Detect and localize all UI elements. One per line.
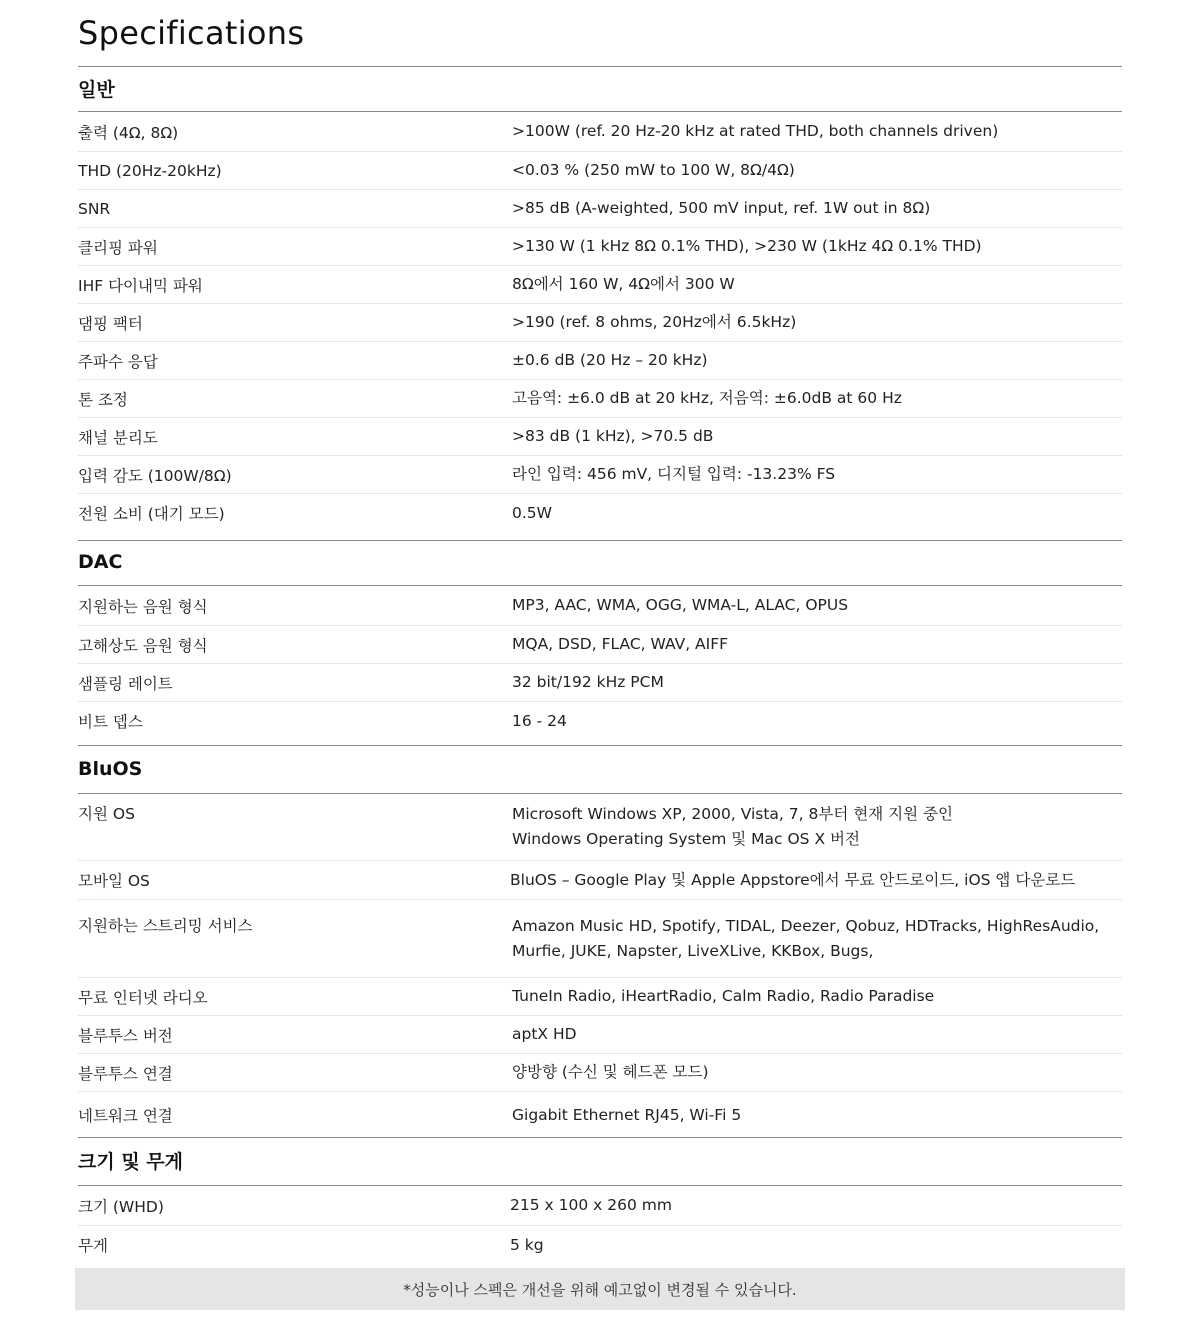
spec-value: 32 bit/192 kHz PCM — [512, 673, 664, 691]
spec-value — [512, 802, 1122, 852]
spec-label: 블루투스 연결 — [78, 1064, 173, 1083]
spec-label: 샘플링 레이트 — [78, 674, 173, 693]
page-title: Specifications — [78, 14, 305, 52]
spec-row — [78, 380, 1122, 418]
spec-value: 고음역: ±6.0 dB at 20 kHz, 저음역: ±6.0dB at 60 Hz — [512, 389, 902, 407]
spec-value — [512, 914, 1122, 964]
spec-value: >130 W (1 kHz 8Ω 0.1% THD), >230 W (1kHz 4Ω 0.1% THD) — [512, 237, 982, 255]
spec-row — [78, 418, 1122, 456]
spec-value: 양방향 (수신 및 헤드폰 모드) — [512, 1063, 709, 1081]
section-title: BluOS — [78, 757, 143, 780]
spec-row — [78, 664, 1122, 702]
spec-label: 지원 OS — [78, 805, 135, 823]
spec-value-line: Windows Operating System 및 Mac OS X 버전 — [512, 830, 860, 848]
spec-row — [78, 978, 1122, 1016]
spec-row — [78, 266, 1122, 304]
spec-row — [78, 586, 1122, 626]
spec-row — [78, 342, 1122, 380]
spec-label: THD (20Hz-20kHz) — [78, 161, 222, 180]
spec-value: MP3, AAC, WMA, OGG, WMA-L, ALAC, OPUS — [512, 596, 849, 614]
spec-row — [78, 900, 1122, 978]
spec-row — [78, 456, 1122, 494]
spec-label: 클리핑 파워 — [78, 238, 158, 257]
section-title: DAC — [78, 551, 123, 573]
spec-value-line: Murfie, JUKE, Napster, LiveXLive, KKBox, Bugs, — [512, 942, 874, 960]
spec-value: aptX HD — [512, 1025, 577, 1043]
section-header — [78, 66, 1122, 112]
section-general — [78, 66, 1122, 532]
spec-row — [78, 1186, 1122, 1226]
section-bluos — [78, 745, 1122, 1138]
spec-row — [78, 228, 1122, 266]
spec-label: 네트워크 연결 — [78, 1107, 173, 1125]
spec-value: Gigabit Ethernet RJ45, Wi-Fi 5 — [512, 1105, 742, 1124]
spec-value: TuneIn Radio, iHeartRadio, Calm Radio, Radio Paradise — [512, 987, 935, 1005]
spec-label: IHF 다이내믹 파워 — [78, 276, 203, 295]
spec-label: 주파수 응답 — [78, 352, 158, 371]
spec-value: <0.03 % (250 mW to 100 W, 8Ω/4Ω) — [512, 161, 795, 179]
spec-value: 라인 입력: 456 mV, 디지털 입력: -13.23% FS — [512, 465, 836, 483]
spec-row — [78, 1226, 1122, 1264]
spec-value: >190 (ref. 8 ohms, 20Hz에서 6.5kHz) — [512, 313, 797, 331]
spec-row — [78, 626, 1122, 664]
spec-row — [78, 1054, 1122, 1092]
spec-row — [78, 861, 1122, 900]
spec-label: 크기 (WHD) — [78, 1197, 164, 1216]
spec-label: 댐핑 팩터 — [78, 314, 143, 333]
spec-row — [78, 152, 1122, 190]
section-title: 크기 및 무게 — [78, 1151, 183, 1173]
spec-label: 모바일 OS — [78, 872, 150, 890]
spec-label: 무료 인터넷 라디오 — [78, 988, 208, 1007]
spec-label: 전원 소비 (대기 모드) — [78, 505, 225, 523]
spec-value: 0.5W — [512, 503, 552, 522]
spec-row — [78, 702, 1122, 740]
disclaimer-note: *성능이나 스펙은 개선을 위해 예고없이 변경될 수 있습니다. — [75, 1268, 1125, 1310]
spec-label: 고해상도 음원 형식 — [78, 636, 208, 655]
section-header — [78, 1137, 1122, 1186]
spec-value: >85 dB (A-weighted, 500 mV input, ref. 1W out in 8Ω) — [512, 199, 931, 217]
spec-value: 8Ω에서 160 W, 4Ω에서 300 W — [512, 275, 735, 293]
spec-label: 블루투스 버전 — [78, 1026, 173, 1045]
spec-row — [78, 1092, 1122, 1138]
spec-label: 무게 — [78, 1237, 108, 1255]
spec-label: 톤 조정 — [78, 390, 128, 409]
spec-value: MQA, DSD, FLAC, WAV, AIFF — [512, 635, 729, 653]
spec-value: 16 - 24 — [512, 711, 567, 730]
spec-label: 지원하는 음원 형식 — [78, 597, 208, 616]
spec-label: 출력 (4Ω, 8Ω) — [78, 123, 179, 142]
section-size-weight — [78, 1137, 1122, 1264]
spec-value: ±0.6 dB (20 Hz – 20 kHz) — [512, 351, 708, 369]
spec-row — [78, 794, 1122, 861]
spec-label: 입력 감도 (100W/8Ω) — [78, 466, 232, 485]
section-header — [78, 745, 1122, 794]
spec-value: 215 x 100 x 260 mm — [510, 1196, 672, 1214]
section-title: 일반 — [78, 78, 115, 101]
section-dac — [78, 540, 1122, 740]
spec-label: 지원하는 스트리밍 서비스 — [78, 917, 253, 935]
spec-label: 비트 뎁스 — [78, 713, 143, 731]
spec-value: >83 dB (1 kHz), >70.5 dB — [512, 427, 714, 445]
spec-value: 5 kg — [510, 1235, 544, 1254]
spec-row — [78, 304, 1122, 342]
spec-value-line: Microsoft Windows XP, 2000, Vista, 7, 8부터 현재 지원 중인 — [512, 805, 953, 823]
spec-row — [78, 494, 1122, 532]
spec-value: BluOS – Google Play 및 Apple Appstore에서 무료 안드로이드, iOS 앱 다운로드 — [510, 870, 1076, 889]
spec-value: >100W (ref. 20 Hz-20 kHz at rated THD, both channels driven) — [512, 122, 999, 140]
spec-label: SNR — [78, 199, 111, 218]
spec-row — [78, 190, 1122, 228]
spec-label: 채널 분리도 — [78, 428, 158, 447]
spec-row — [78, 112, 1122, 152]
section-header — [78, 540, 1122, 586]
spec-value-line: Amazon Music HD, Spotify, TIDAL, Deezer, Qobuz, HDTracks, HighResAudio, — [512, 917, 1100, 935]
spec-row — [78, 1016, 1122, 1054]
